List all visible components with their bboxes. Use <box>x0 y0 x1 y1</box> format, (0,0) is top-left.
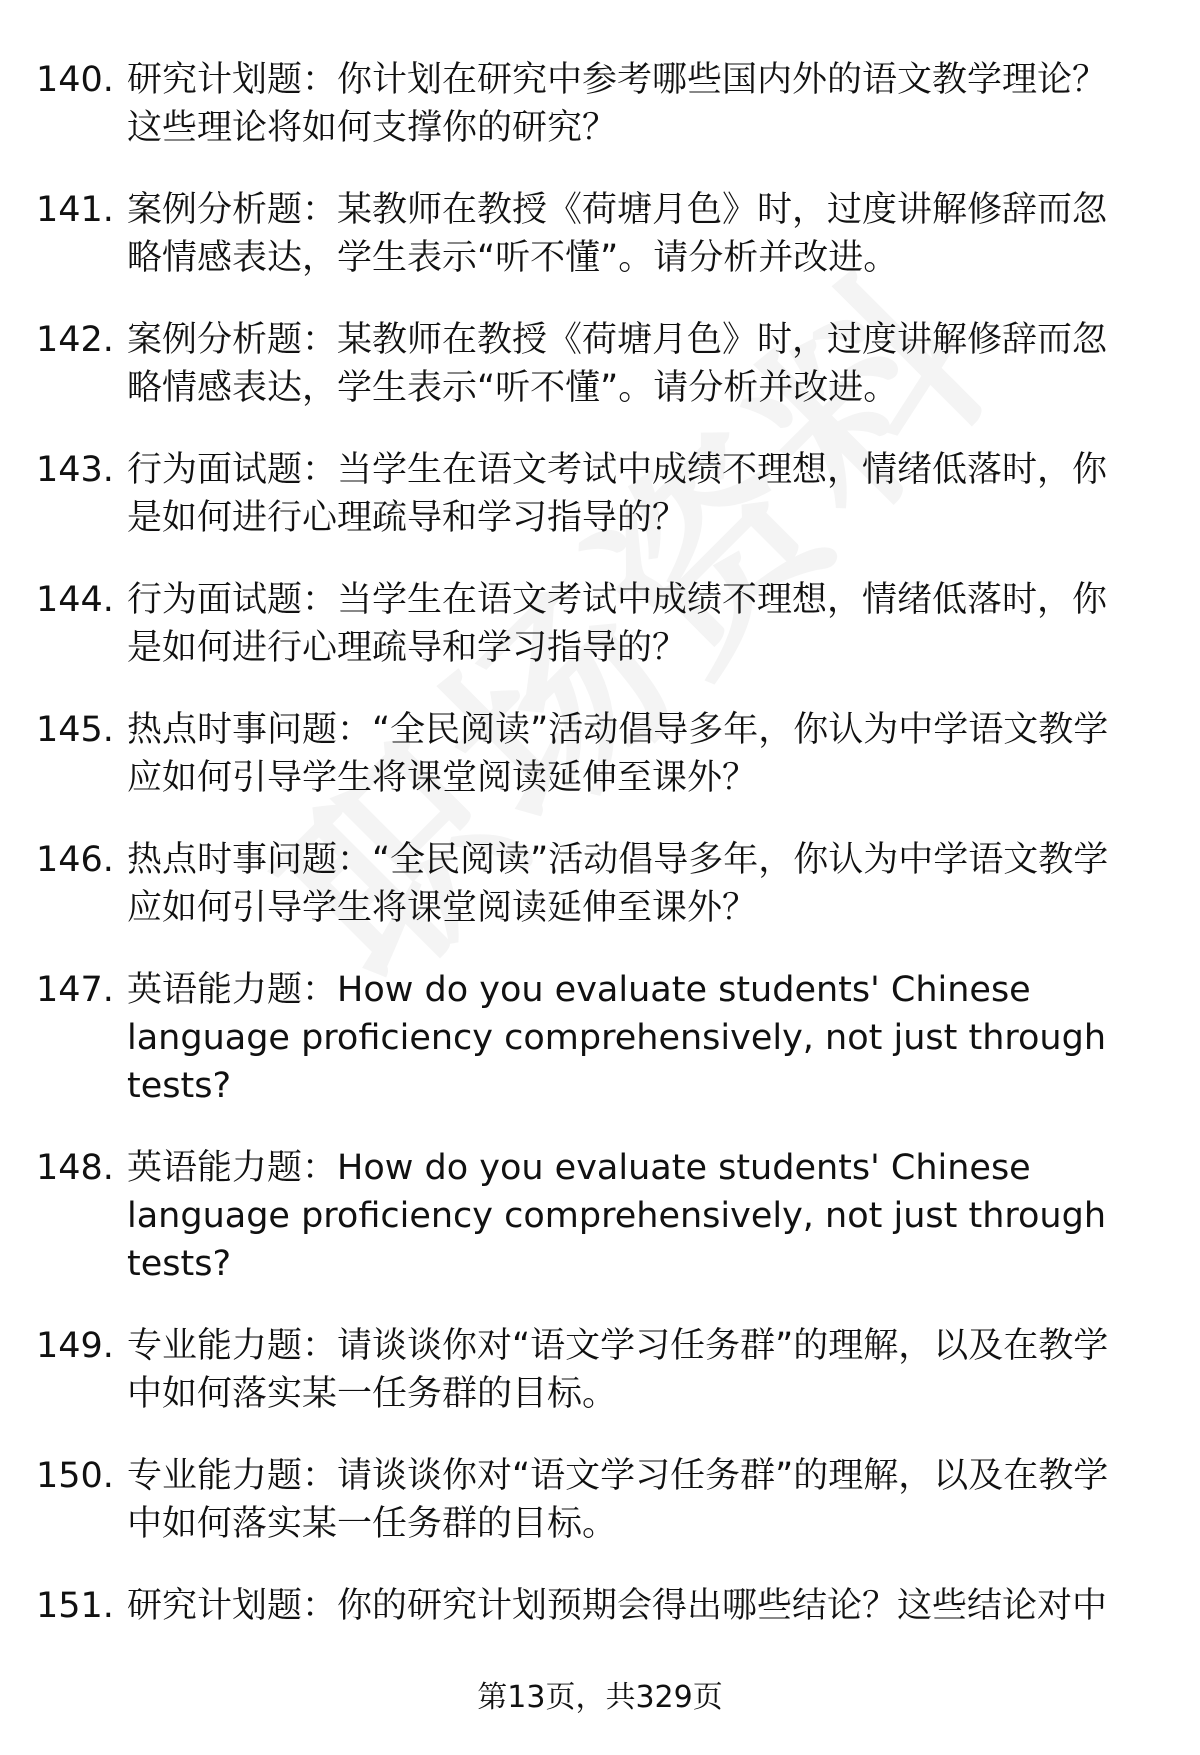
question-number: 147. <box>36 970 114 1010</box>
question-item <box>0 186 1200 282</box>
question-text: 行为面试题：当学生在语文考试中成绩不理想，情绪低落时，你是如何进行心理疏导和学习指导的？ <box>127 450 1108 538</box>
question-text: 案例分析题：某教师在教授《荷塘月色》时，过度讲解修辞而忽略情感表达，学生表示“听不懂”。请分析并改进。 <box>127 320 1108 408</box>
question-item <box>0 1582 1200 1630</box>
question-text: 研究计划题：你计划在研究中参考哪些国内外的语文教学理论？这些理论将如何支撑你的研究？ <box>127 60 1108 148</box>
question-text: 案例分析题：某教师在教授《荷塘月色》时，过度讲解修辞而忽略情感表达，学生表示“听不懂”。请分析并改进。 <box>127 190 1108 278</box>
question-item <box>0 446 1200 542</box>
question-text: 英语能力题：How do you evaluate students' Chinese language proficiency comprehensively, not just through tests? <box>127 1148 1107 1284</box>
question-number: 145. <box>36 710 114 750</box>
question-text: 热点时事问题：“全民阅读”活动倡导多年，你认为中学语文教学应如何引导学生将课堂阅读延伸至课外？ <box>127 710 1109 798</box>
question-text: 热点时事问题：“全民阅读”活动倡导多年，你认为中学语文教学应如何引导学生将课堂阅读延伸至课外？ <box>127 840 1109 928</box>
question-number: 151. <box>36 1586 114 1626</box>
question-text: 英语能力题：How do you evaluate students' Chinese language proficiency comprehensively, not just through tests? <box>127 970 1107 1106</box>
question-item <box>0 836 1200 932</box>
question-item <box>0 966 1200 1110</box>
question-number: 140. <box>36 60 114 100</box>
question-number: 142. <box>36 320 114 360</box>
question-number: 149. <box>36 1326 114 1366</box>
question-list <box>0 56 1200 1664</box>
question-number: 146. <box>36 840 114 880</box>
question-item <box>0 316 1200 412</box>
question-item <box>0 56 1200 152</box>
question-item <box>0 1452 1200 1548</box>
question-number: 143. <box>36 450 114 490</box>
question-number: 144. <box>36 580 114 620</box>
question-number: 148. <box>36 1148 114 1188</box>
question-item <box>0 1144 1200 1288</box>
question-text: 专业能力题：请谈谈你对“语文学习任务群”的理解，以及在教学中如何落实某一任务群的目标。 <box>127 1326 1109 1414</box>
question-item <box>0 576 1200 672</box>
question-item <box>0 1322 1200 1418</box>
question-number: 150. <box>36 1456 114 1496</box>
page-footer: 第13页，共329页 <box>477 1680 723 1715</box>
question-text: 专业能力题：请谈谈你对“语文学习任务群”的理解，以及在教学中如何落实某一任务群的目标。 <box>127 1456 1109 1544</box>
question-number: 141. <box>36 190 114 230</box>
question-item <box>0 706 1200 802</box>
question-text: 研究计划题：你的研究计划预期会得出哪些结论？这些结论对中 <box>127 1586 1108 1626</box>
question-text: 行为面试题：当学生在语文考试中成绩不理想，情绪低落时，你是如何进行心理疏导和学习指导的？ <box>127 580 1108 668</box>
